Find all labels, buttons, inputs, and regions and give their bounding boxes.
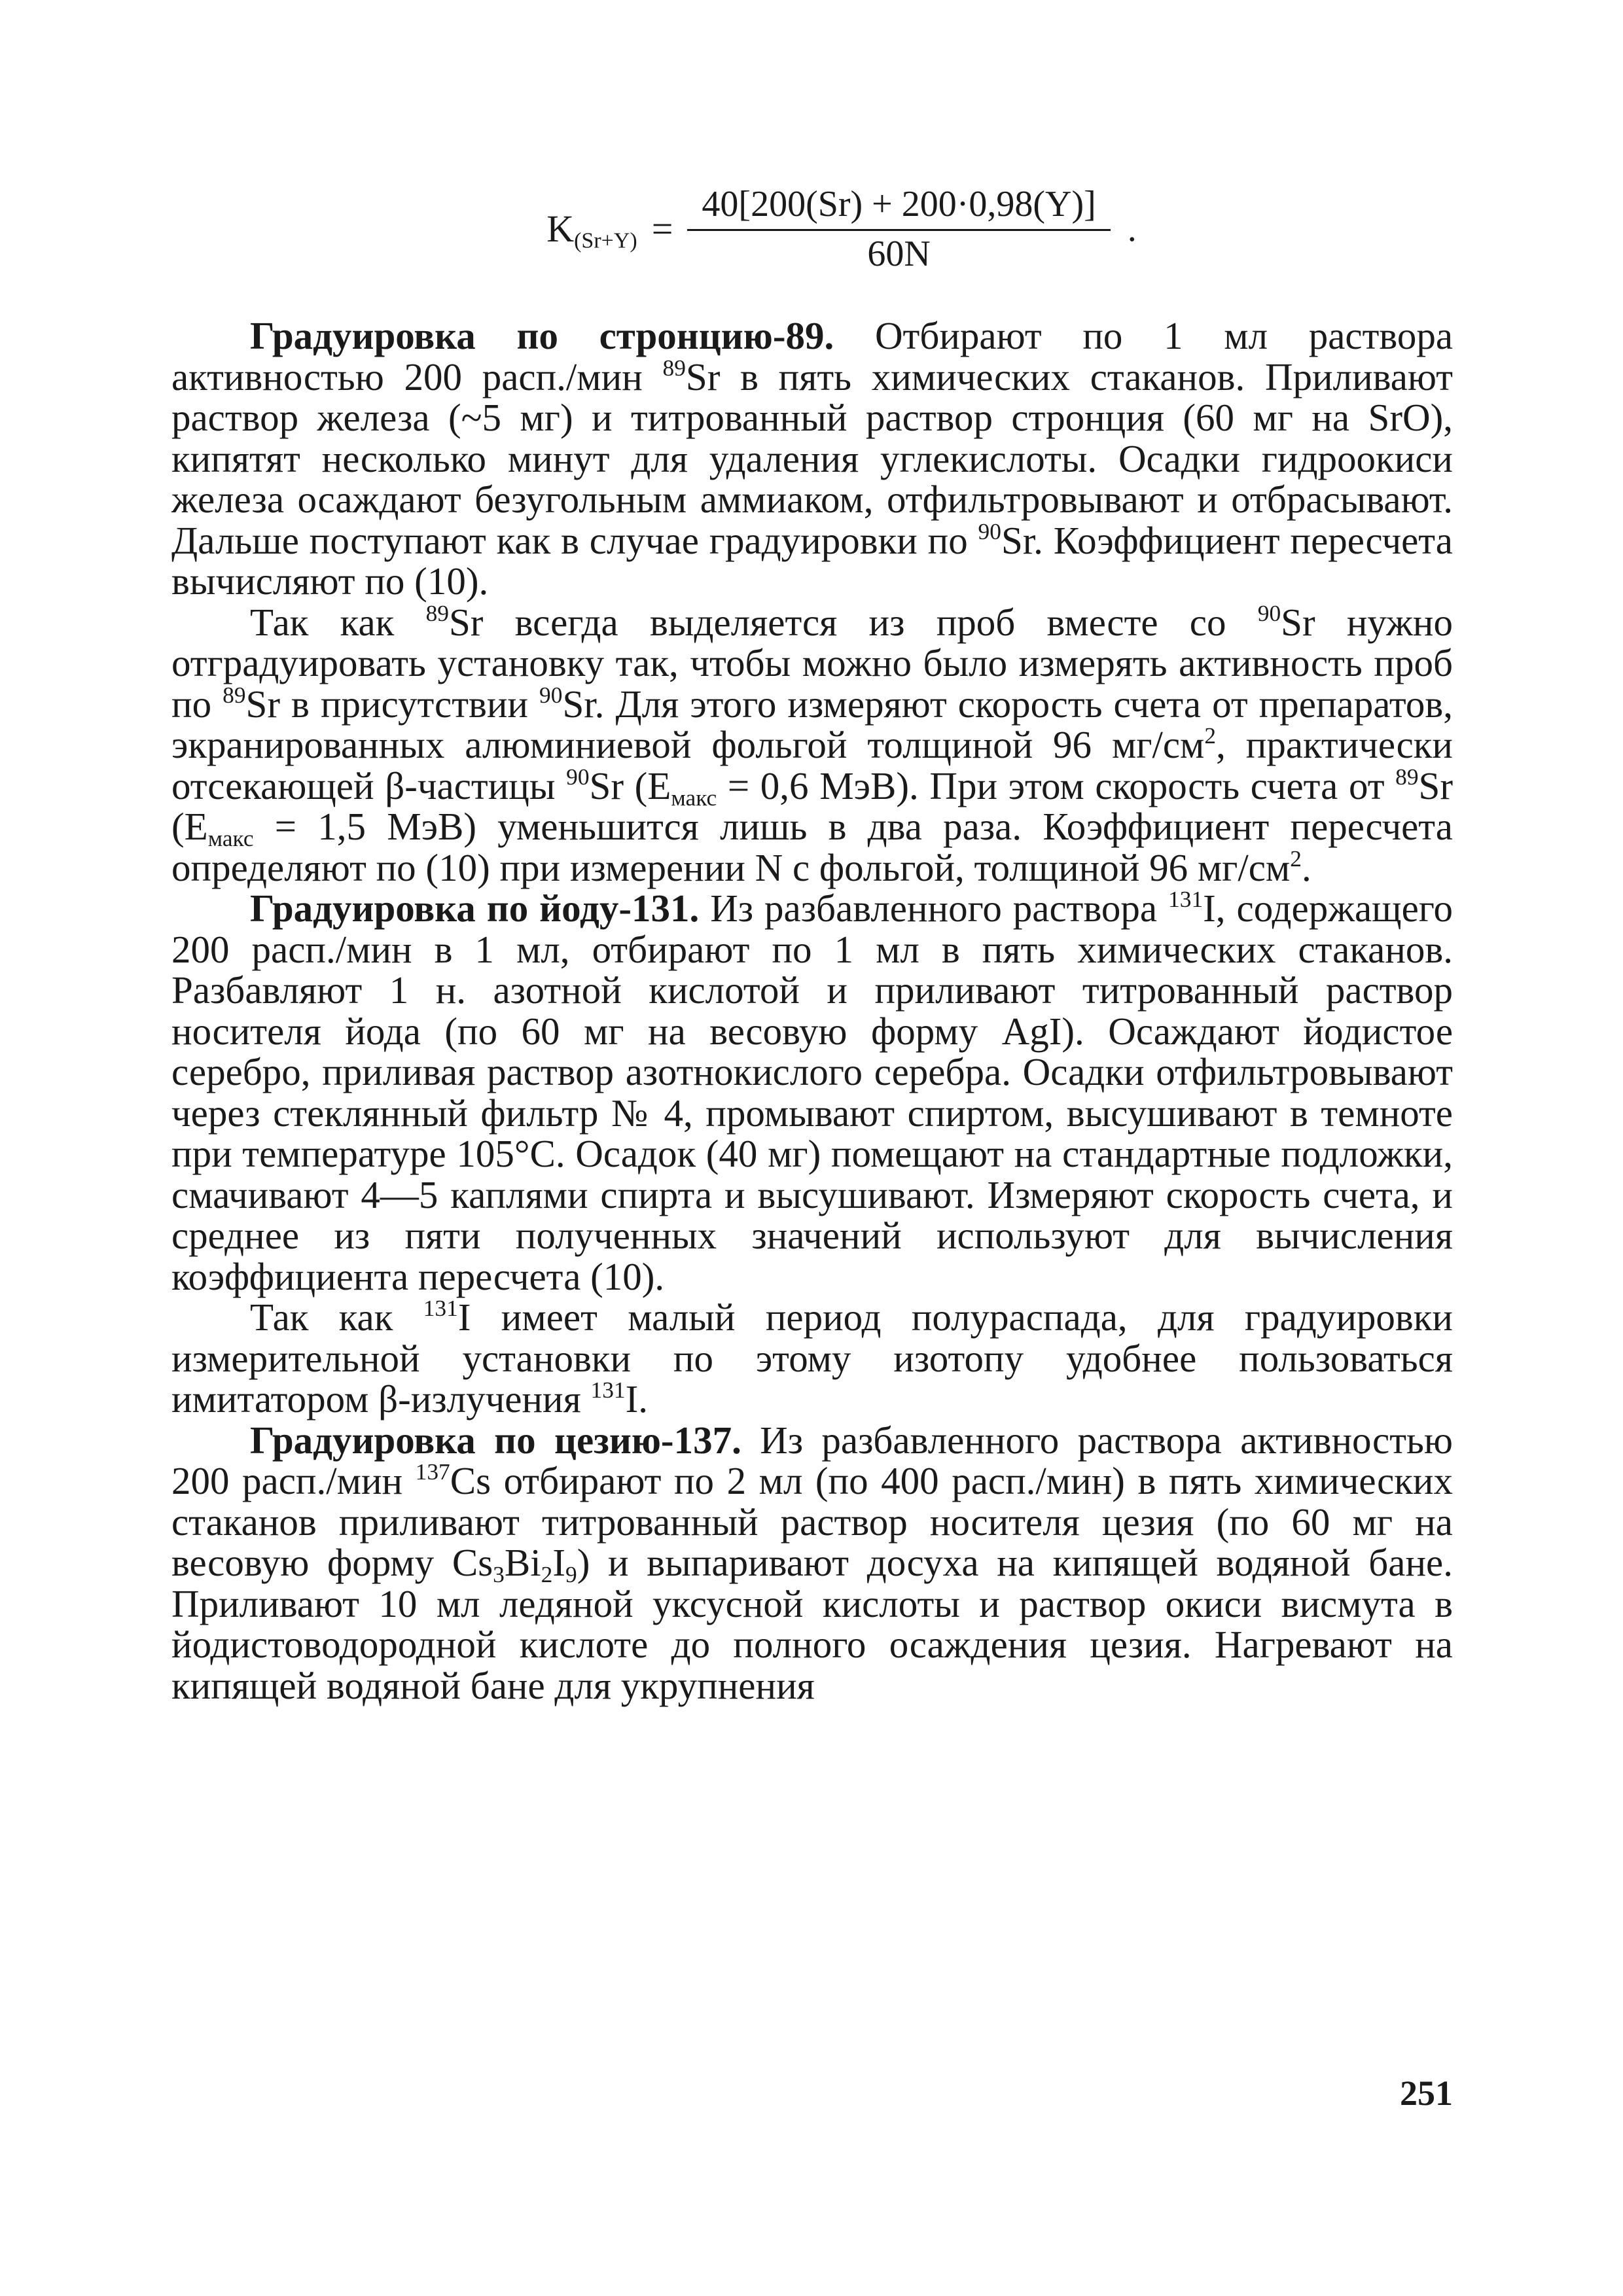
paragraph-iodine-131: Градуировка по йоду-131. Из разбавленного раствора $^{131}$I, содержащего 200 расп./мин в 1 мл, отбирают по 1 мл в пять химических стаканов. Разбавляют 1 н. азотной кислотой и приливают титрованный раствор носителя йода (по 60 мг на весовую форму AgI). Осаждают йодистое серебро, приливая раствор азотнокислого серебра. Осадки отфильтровывают через стеклянный фильтр № 4, промывают спиртом, высушивают в темноте при температуре 105°С. Осадок (40 мг) помещают на стандартные подложки, смачивают 4—5 каплями спирта и высушивают. Измеряют скорость счета, и среднее из пяти полученных значений используют для вычисления коэффициента пересчета (10). xyxy=(171,886,1454,1298)
section-heading: Градуировка по цезию-137. xyxy=(250,1418,741,1462)
formula-lhs: $K_{(Sr+Y)}$ xyxy=(546,207,637,253)
formula-denominator: 60N xyxy=(867,233,931,274)
section-heading: Градуировка по стронцию-89. xyxy=(250,314,834,357)
coefficient-formula xyxy=(171,170,1453,288)
page-number: 251 xyxy=(1400,2074,1453,2113)
formula-equals: = xyxy=(651,207,673,250)
section-heading: Градуировка по йоду-131. xyxy=(250,887,700,930)
formula-lhs-subscript: (Sr+Y) xyxy=(574,228,637,253)
paragraph-sr89-measurement: Так как $^{89}$Sr всегда выделяется из проб вместе со $^{90}$Sr нужно отградуировать установку так, чтобы можно было измерять активность проб по $^{89}$Sr в присутствии $^{90}$Sr. Для этого измеряют скорость счета от препаратов, экранированных алюминиевой фольгой толщиной 96 $мг/см^2$, практически отсекающей β-частицы $^{90}$Sr ($E_{макс} = 0,6$ МэВ). При этом скорость счета от $^{89}$Sr ($E_{макс} = 1,5$ МэВ) уменьшится лишь в два раза. Коэффициент пересчета определяют по (10) при измерении N с фольгой, толщиной 96 $мг/см^2$. xyxy=(171,599,1454,889)
text-block xyxy=(171,170,1453,1706)
formula-end: . xyxy=(1127,208,1137,249)
paragraph-strontium-89: Градуировка по стронцию-89. Отбирают по 1 мл раствора активностью 200 расп./мин $^{89}$Sr в пять химических стаканов. Приливают раствор железа (~5 мг) и титрованный раствор стронция (60 мг на SrO), кипятят несколько минут для удаления углекислоты. Осадки гидроокиси железа осаждают безугольным аммиаком, отфильтровывают и отбрасывают. Дальше поступают как в случае градуировки по $^{90}$Sr. Коэффициент пересчета вычисляют по (10). xyxy=(171,314,1454,603)
formula-numerator: 40[200(Sr) + 200·0,98(Y)] xyxy=(687,184,1110,231)
paragraph-cesium-137: Градуировка по цезию-137. Из разбавленного раствора активностью 200 расп./мин $^{137}$Cs отбирают по 2 мл (по 400 расп./мин) в пять химических стаканов приливают титрованный раствор носителя цезия (по 60 мг на весовую форму $Cs_3Bi_2I_9$) и выпаривают досуха на кипящей водяной бане. Приливают 10 мл ледяной уксусной кислоты и раствор окиси висмута в йодистоводородной кислоте до полного осаждения цезия. Нагревают на кипящей водяной бане для укрупнения xyxy=(171,1418,1453,1707)
formula-fraction xyxy=(687,184,1110,274)
paragraph-i131-simulator: Так как $^{131}$I имеет малый период полураспада, для градуировки измерительной установки по этому изотопу удобнее пользоваться имитатором β-излучения $^{131}$I. xyxy=(171,1295,1453,1421)
